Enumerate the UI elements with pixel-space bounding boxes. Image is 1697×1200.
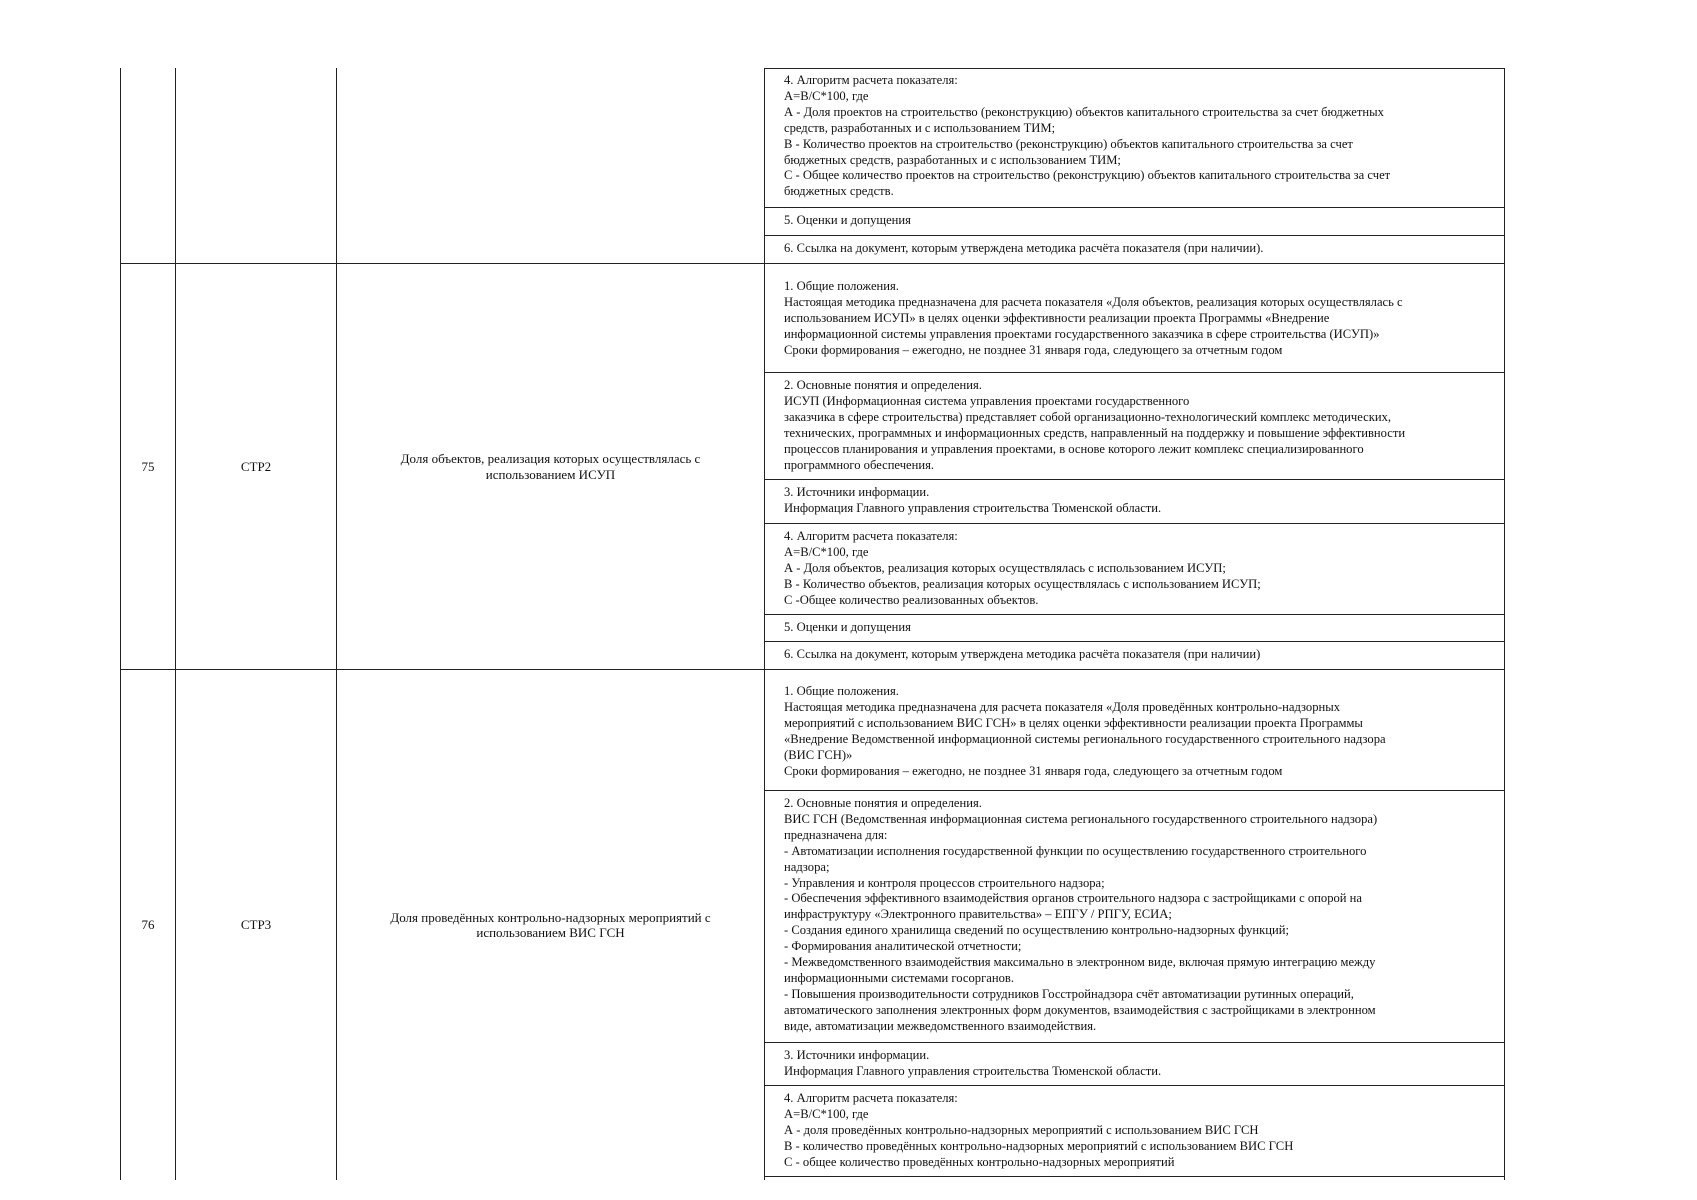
row75-number: 75 <box>141 458 155 474</box>
section-divider <box>764 235 1505 236</box>
table-border-bottom <box>764 1176 1505 1177</box>
row76-code: СТР3 <box>240 917 272 933</box>
row75-section-assumptions: 5. Оценки и допущения <box>784 620 911 634</box>
section-divider <box>764 372 1505 373</box>
section-divider <box>764 479 1505 480</box>
section-divider <box>764 641 1505 642</box>
section-divider <box>764 1085 1505 1086</box>
section-divider <box>764 523 1505 524</box>
row75-code: СТР2 <box>240 458 272 474</box>
row76-number: 76 <box>141 917 155 933</box>
row76-indicator-name-text: Доля проведённых контрольно-надзорных мероприятий с использованием ВИС ГСН <box>390 909 711 940</box>
row75-section-document-link: 6. Ссылка на документ, которым утверждена методика расчёта показателя (при наличии) <box>784 647 1261 661</box>
section-divider <box>764 790 1505 791</box>
row76-section-general: 1. Общие положения. Настоящая методика предназначена для расчета показателя «Доля проведённых контрольно-надзорных мероприятий с использованием ВИС ГСН» в целях оценки эффективности реализации проекта Программы «Внедрение Ведомственной информационной системы регионального государственного строительного надзора (ВИС ГСН)» Сроки формирования – ежегодно, не позднее 31 января года, следующего за отчетным годом <box>784 684 1386 778</box>
row75-indicator-name-text: Доля объектов, реализация которых осуществлялась с использованием ИСУП <box>400 451 701 482</box>
section-divider <box>764 1042 1505 1043</box>
section-divider <box>764 207 1505 208</box>
row75-section-definitions: 2. Основные понятия и определения. ИСУП (Информационная система управления проектами государственного заказчика в сфере строительства) представляет собой организационно-технологический комплекс методических, технических, программных и информационных средств, направленный на поддержку и повышение эффективности процессов планирования и управления проектами, в основе которого лежит комплекс специализированного программного обеспечения. <box>784 378 1406 472</box>
table-border-top <box>764 68 1505 69</box>
row76-section-definitions: 2. Основные понятия и определения. ВИС ГСН (Ведомственная информационная система регионального государственного строительного надзора) предназначена для: - Автоматизации исполнения государственной функции по осуществлению государственного строительного надзора; - Управления и контроля процессов строительного надзора; - Обеспечения эффективного взаимодействия органов строительного надзора с застройщиками с опорой на инфраструктуру «Электронного правительства» – ЕПГУ / РПГУ, ЕСИА; - Создания единого хранилища сведений по осуществлению контрольно-надзорных функций; - Формирования аналитической отчетности; - Межведомственного взаимодействия максимально в электронном виде, включая прямую интеграцию между информационными системами госорганов. - Повышения производительности сотрудников Госстройнадзора счёт автоматизации рутинных операций, автоматического заполнения электронных форм документов, взаимодействия с застройщиками в электронном виде, автоматизации межведомственного взаимодействия. <box>784 796 1378 1033</box>
row74-section-assumptions: 5. Оценки и допущения <box>784 213 911 227</box>
row75-section-general: 1. Общие положения. Настоящая методика предназначена для расчета показателя «Доля объектов, реализация которых осуществлялась с использованием ИСУП» в целях оценки эффективности реализации проекта Программы «Внедрение информационной системы управления проектами государственного заказчика в сфере строительства (ИСУП)» Сроки формирования – ежегодно, не позднее 31 января года, следующего за отчетным годом <box>784 279 1403 357</box>
row74-section-document-link: 6. Ссылка на документ, которым утверждена методика расчёта показателя (при наличии). <box>784 241 1264 255</box>
row75-indicator-name <box>337 264 764 669</box>
section-divider <box>764 614 1505 615</box>
row76-indicator-name <box>337 670 764 1180</box>
row75-section-sources: 3. Источники информации. Информация Главного управления строительства Тюменской области. <box>784 485 1162 515</box>
row76-section-algorithm: 4. Алгоритм расчета показателя: A=B/C*100, где А - доля проведённых контрольно-надзорных мероприятий с использованием ВИС ГСН В - количество проведённых контрольно-надзорных мероприятий с использованием ВИС ГСН С - общее количество проведённых контрольно-надзорных мероприятий <box>784 1091 1294 1169</box>
row76-section-sources: 3. Источники информации. Информация Главного управления строительства Тюменской области. <box>784 1048 1162 1078</box>
row75-section-algorithm: 4. Алгоритм расчета показателя: A=B/C*100, где А - Доля объектов, реализация которых осуществлялась с использованием ИСУП; В - Количество объектов, реализация которых осуществлялась с использованием ИСУП; С -Общее количество реализованных объектов. <box>784 529 1261 607</box>
row74-section-algorithm: 4. Алгоритм расчета показателя: A=B/C*100, где А - Доля проектов на строительство (реконструкцию) объектов капитального строительства за счет бюджетных средств, разработанных и с использованием ТИМ; В - Количество проектов на строительство (реконструкцию) объектов капитального строительства за счет бюджетных средств, разработанных и с использованием ТИМ; С - Общее количество проектов на строительство (реконструкцию) объектов капитального строительства за счет бюджетных средств. <box>784 73 1391 199</box>
